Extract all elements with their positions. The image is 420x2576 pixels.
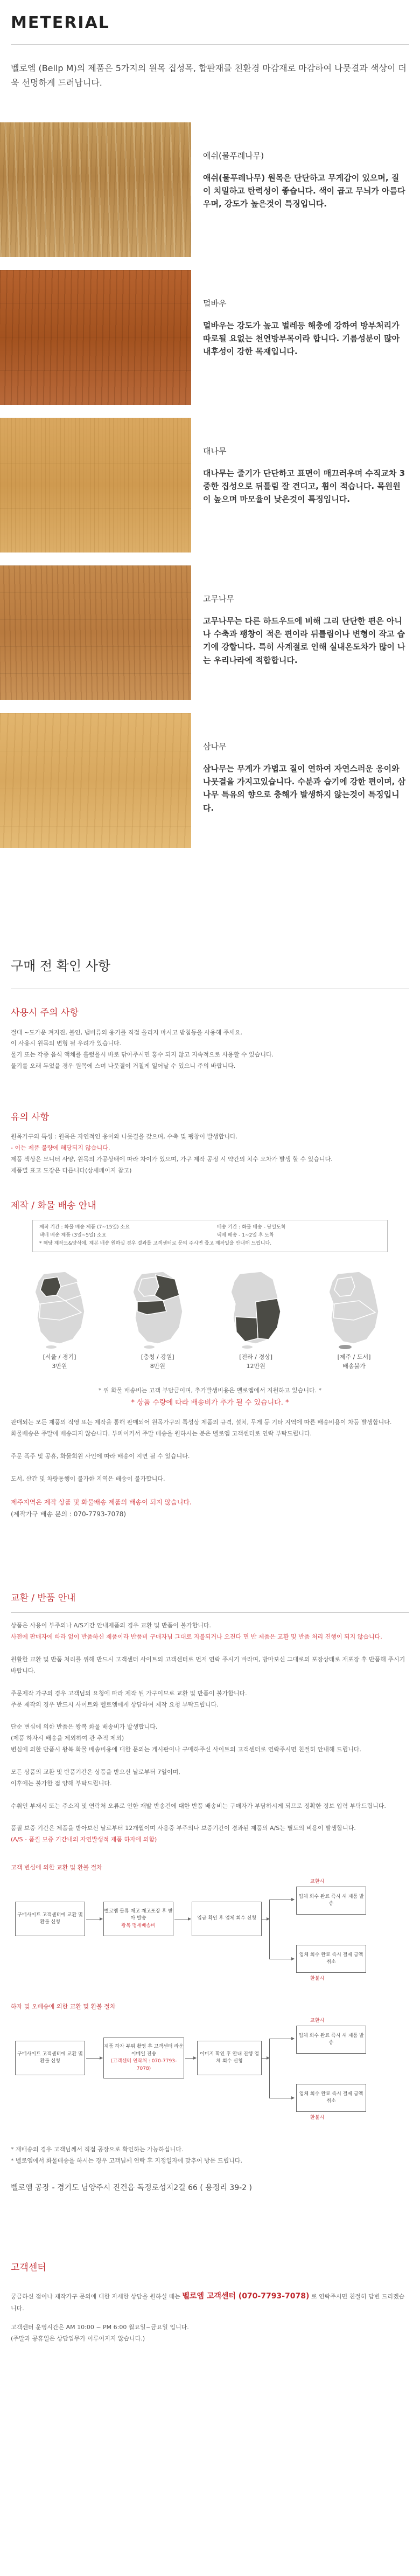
flow-step-note: (고객센터 연락처 : 070-7793-7078) [110,2059,177,2071]
map-region: [충청 / 강원] [141,1353,174,1360]
map-fee: 8만원 [150,1363,165,1370]
usage-text [0,1027,420,1073]
shipping-info-box [32,1220,388,1252]
ship-box-cell: 택배 배송 제품 (3일~5일) 소요 [39,1233,107,1239]
divider [11,44,409,45]
wood-name: 삼나무 [203,741,227,751]
wood-merbau [0,270,420,405]
ship-box-note: * 해당 제작도&양식에, 제본 배송 원하실 경우 결과를 고객센터로 문의 주시면 줍고 제작일을 안내해 드립니다. [39,1241,272,1247]
returns-line: 주문 제작의 경우 반드시 사이트와 벨로엠에게 상담하여 제작 요청 부탁드립니다. [11,1701,219,1708]
shipping-text [0,1417,420,1521]
flow-step-text: 업체 회수 완료 즉시 새 제품 발송 [298,2033,364,2046]
center-line [11,2289,409,2315]
flow-step-text: 제품 하자 부위 촬영 후 고객센터 라운이메일 전송 [104,2044,184,2057]
shipping-line: 제주지역은 제작 상품 및 화물배송 제품의 배송이 되지 않습니다. [11,1498,192,1506]
wood-desc: 멀바우는 강도가 높고 벌레등 해충에 강하여 방부처리가 따로될 요없는 천연방부목이라 합니다. 기름성분이 많아 내후성이 강한 목재입니다. [203,320,400,357]
korea-map-icon [321,1268,386,1349]
flow-step [296,2026,366,2054]
center-text [0,2289,420,2345]
wood-name: 멀바우 [203,298,227,308]
returns-line [11,1790,409,1801]
map-region: [서울 / 경기] [43,1353,76,1360]
shipping-region-maps [0,1252,420,1371]
wood-desc: 대나무는 줄기가 단단하고 표면이 매끄러우며 수직교차 3중한 집성으로 뒤틀림 잘 견디고, 휨이 적습니다. 목원원이 높으며 마모율이 낮은것이 특징입니다. [203,468,405,505]
foot-line: * 재배송의 경우 고객님께서 직접 공장으로 확인하는 가능하십니다. [11,2146,184,2153]
map-seoul-gyeonggi [15,1268,104,1371]
returns-heading: 교환 / 반품 안내 [11,1593,76,1604]
flow-step-text: 업체 회수 완료 즉시 새 제품 발송 [298,1894,364,1907]
flow-label-exchange: 교환시 [310,1879,325,1885]
flow-label-refund: 환불시 [310,2115,325,2121]
returns-line: 사전에 판매자에 따라 없이 반품하신 제품이라 반품비 구매자님 그대로 지불되거나 오진다 면 반 제품은 교환 및 반품 처리 진행이 되지 않습니다. [11,1633,382,1641]
map-fee: 배송불가 [342,1363,366,1370]
wood-rubber [0,565,420,700]
wood-desc: 삼나무는 무게가 가볍고 질이 연하여 자연스러운 옹이와 나뭇결을 가지고있습니다. 수분과 습기에 강한 편이며, 삼나무 특유의 향으로 충해가 발생하지 않는것이 특징입니다. [203,763,406,813]
ship-box-cell: 제작 기간 : 화물 배송 제품 (7~15일) 소요 [39,1224,130,1230]
material-intro: 벨로엠 (Bellp M)의 제품은 5가지의 원목 집성목, 합판재를 친환경 마감재로 마감하여 나뭇결과 색상이 더욱 선명하게 드러납니다. [11,63,407,88]
returns-line: 주문제작 가구의 경우 고객님의 요청에 따라 제작 된 가구이므로 교환 및 반품이 불가합니다. [11,1689,247,1697]
notice-line: - 이는 제품 불량에 해당되지 않습니다. [11,1144,110,1152]
shipping-fee-notes [0,1385,420,1410]
returns-line [11,1812,409,1823]
map-chungcheong-gangwon [113,1268,202,1371]
notice-line: 제품 색상은 모니터 사양, 원목의 가공상태에 따라 차이가 있으며, 가구 제작 공정 시 약간의 치수 오차가 발생 할 수 있습니다. [11,1155,333,1163]
returns-line: 원활한 교환 및 반품 처리를 위해 반드시 고객센터 사이트의 고객센터로 먼저 연락 주시기 바라며, 방마보신 그대로의 포장상태로 재포장 후 반품해 주시기 바랍니다. [11,1655,405,1674]
wood-desc: 애쉬(물푸레나무) 원목은 단단하고 무게감이 있으며, 질이 치밀하고 탄력성이 좋습니다. 색이 곱고 무늬가 아름다우며, 강도가 높은것이 특징입니다. [203,172,405,209]
center-line-text: 궁금하신 점이나 제작가구 문의에 대한 자세한 상담을 원하실 때는 [11,2292,180,2300]
returns-line [11,1677,409,1688]
korea-map-icon [223,1268,288,1349]
ship-box-cell: 택배 배송 - 1~2일 후 도착 [216,1233,274,1239]
factory-address: 벨로엠 공장 - 경기도 남양주시 진건읍 독정로성지2길 66 ( 용정리 39-2 ) [11,2184,252,2193]
flow-step-text: 업체 회수 완료 즉시 결제 금액 취소 [299,1952,363,1965]
center-phone: 벨로엠 고객센터 (070-7793-7078) [182,2291,310,2301]
returns-line: 단순 변심에 의한 반품은 왕복 화물 배송비가 발생합니다. [11,1723,158,1731]
returns-text [0,1620,420,1846]
returns-line [11,1710,409,1722]
shipping-note: * 상품 수량에 따라 배송비가 추가 될 수 있습니다. * [131,1398,289,1407]
flow-step-note: 왕복 명세배송비 [121,1923,156,1929]
flow-step-text: 구매사이트 고객센터에 교환 및 환불 신청 [17,1912,83,1925]
flow-step [192,1902,262,1936]
shipping-line: 판매되는 모든 제품의 직영 또는 제작을 통해 판매되어 원목가구의 특성상 제품의 규격, 설치, 무게 등 기타 지역에 따른 배송비용이 차등 발생합니다. [11,1419,392,1426]
flow-label-refund: 환불시 [310,1976,325,1982]
wood-desc: 고무나무는 다른 하드우드에 비해 그리 단단한 편은 아니나 수축과 팽창이 적은 편이라 뒤틀림이나 변형이 작고 습기에 강합니다. 특히 사계절로 인해 실내온도차가 많이 나는 우리나라에 적합합니다. [203,616,405,665]
checks-title: 구매 전 확인 사항 [11,958,111,973]
divider [11,1612,409,1613]
ash-wood-image [0,122,191,257]
flow-label-exchange: 교환시 [310,2018,325,2024]
returns-line: 수취인 부재시 또는 주소지 및 연락처 오류로 인한 재발 반송건에 대한 반품 배송비는 구매자가 부담하시게 되므로 정확한 정보 입력 부탁드립니다. [11,1802,386,1810]
center-line-text: 로 연락주시면 친절히 답변 드리겠습니다. [11,2292,405,2312]
exchange-flow-change-of-mind [11,1863,409,1991]
notice-line: 원목가구의 특성 : 원목은 자연적인 옹이와 나뭇결을 갖으며, 수축 및 팽창이 발생합니다. [11,1133,238,1141]
korea-map-icon [125,1268,190,1349]
wood-name: 애쉬(물푸레나무) [203,150,264,161]
flow-step [296,1945,366,1973]
map-fee: 12만원 [246,1363,265,1370]
shipping-line [11,1440,409,1451]
usage-line: 물기 또는 각종 음식 액체를 흘렸을시 바로 닦아주시면 홍수 되지 않고 지속적으로 사용할 수 있습니다. [11,1051,274,1059]
shipping-line [11,1485,409,1496]
shipping-line [11,1462,409,1474]
notice-line: 제품별 표고 도장은 다릅니다(상세페이지 참고) [11,1166,132,1174]
flow-step-text: 입금 확인 후 업체 회수 신청 [197,1916,256,1922]
shipping-line: 화물배송은 주말에 배송되지 않습니다. 부피이커서 주말 배송을 원하시는 분은 벨로엠 고객센터로 연락 부탁드립니다. [11,1430,312,1438]
merbau-wood-image [0,270,191,405]
foot-line: * 벨로엠에서 화물배송을 하시는 경우 고객님께 연락 후 지정일자에 맞추어 방문 드립니다. [11,2157,242,2165]
center-note: (주말과 공휴일은 상담업무가 이루어지지 않습니다.) [11,2335,145,2343]
flow-step [197,2041,262,2075]
rubber-wood-image [0,565,191,700]
flow-step [103,1902,173,1936]
ship-box-cell: 배송 기간 : 화물 배송 - 당일도착 [216,1224,286,1230]
flow-step [15,2041,85,2075]
usage-line: 절대 ~도가운 켜지진, 불인, 냄비류의 웅기를 직접 올리지 마시고 받침등을 사용해 주세요. [11,1028,243,1036]
flow-step-text: 구매사이트 고객센터에 교환 및 환불 신청 [17,2051,83,2064]
exchange-flow-defect [11,2002,409,2130]
returns-line: 상품은 사용이 부주의나 A/S기간 안내제품의 경우 교환 및 반품이 불가합니다. [11,1622,211,1629]
returns-line: 변심에 의한 반품시 왕복 화물 배송비용에 대한 문의는 게시판이나 구매하주신 사이트의 고객센터로 연락주시면 친절히 안내해 드립니다. [11,1746,361,1753]
wood-name: 대나무 [203,446,227,456]
flow-step [15,1902,85,1936]
wood-bamboo [0,418,420,553]
shipping-line: (제작가구 배송 문의 : 070-7793-7078) [11,1510,127,1518]
returns-line: (제품 하자시 배송을 제외하여 관 추적 제외) [11,1735,124,1742]
notice-text [0,1131,420,1177]
map-jeolla-gyeongsang [212,1268,300,1371]
shipping-line: 도서, 산간 및 차량통행이 불가한 지역은 배송이 불가합니다. [11,1475,165,1482]
returns-line: (A/S - 품질 보증 기간내의 자연발생적 제품 하자에 의함) [11,1836,157,1843]
returns-foot [0,2144,420,2167]
returns-line: 모든 상품의 교환 및 반품기간은 상품을 받으신 날로부터 7일이며, [11,1768,180,1776]
map-fee: 3만원 [52,1363,67,1370]
flow-step [103,2038,184,2078]
flow-step-text: 벨로엠 물류 재고 재고포장 후 받아 발송 [104,1908,173,1922]
wood-ash [0,122,420,257]
flow-step-text: 이미지 확인 후 안내 진행 업체 회수 신청 [200,2051,259,2064]
wood-name: 고무나무 [203,593,234,604]
returns-line [11,1756,409,1767]
notice-heading: 유의 사항 [11,1112,50,1123]
usage-line: 물기를 오래 두었을 경우 원목에 스며 나뭇결이 거칠게 일어날 수 있으니 주의 바랍니다. [11,1062,236,1070]
bamboo-wood-image [0,418,191,553]
shipping-heading: 제작 / 화물 배송 안내 [11,1200,96,1211]
center-hours: 고객센터 운영시간은 AM 10:00 ~ PM 6:00 월요일~금요일 입니다. [11,2324,189,2331]
returns-line [11,1643,409,1654]
material-title: METERIAL [11,13,110,32]
wood-cedar [0,713,420,848]
flow-step-text: 업체 회수 완료 즉시 결제 금액 취소 [299,2091,363,2104]
center-heading: 고객센터 [11,2262,46,2273]
usage-heading: 사용시 주의 사항 [11,1007,79,1019]
returns-line: 이후에는 불가한 점 양해 부탁드립니다. [11,1779,112,1787]
map-jeju-islands [310,1268,398,1371]
flow-title: 고객 변심에 의한 교환 및 환불 절차 [11,1864,102,1871]
shipping-line: 주문 폭주 및 공휴, 화물회원 사인에 따라 배송이 지연 될 수 있습니다. [11,1453,190,1460]
flow-title: 하자 및 오배송에 의한 교환 및 환불 절차 [11,2003,116,2011]
map-region: [제주 / 도서] [337,1353,371,1360]
flow-step [296,2084,366,2112]
korea-map-icon [27,1268,92,1349]
shipping-note: * 위 화물 배송비는 고객 부담금이며, 추가발생비용은 벨로엠에서 지원하고 있습니다. * [98,1386,322,1394]
usage-line: 이 사용시 원목의 변형 될 우려가 있습니다. [11,1040,122,1047]
cedar-wood-image [0,713,191,848]
returns-line: 품질 보증 기간은 제품을 받아보신 날로부터 12개월이며 사용중 부주의나 보증기간이 경과된 제품의 A/S는 별도의 비용이 발생합니다. [11,1825,356,1832]
map-region: [전라 / 경상] [239,1353,273,1360]
flow-step [296,1887,366,1915]
